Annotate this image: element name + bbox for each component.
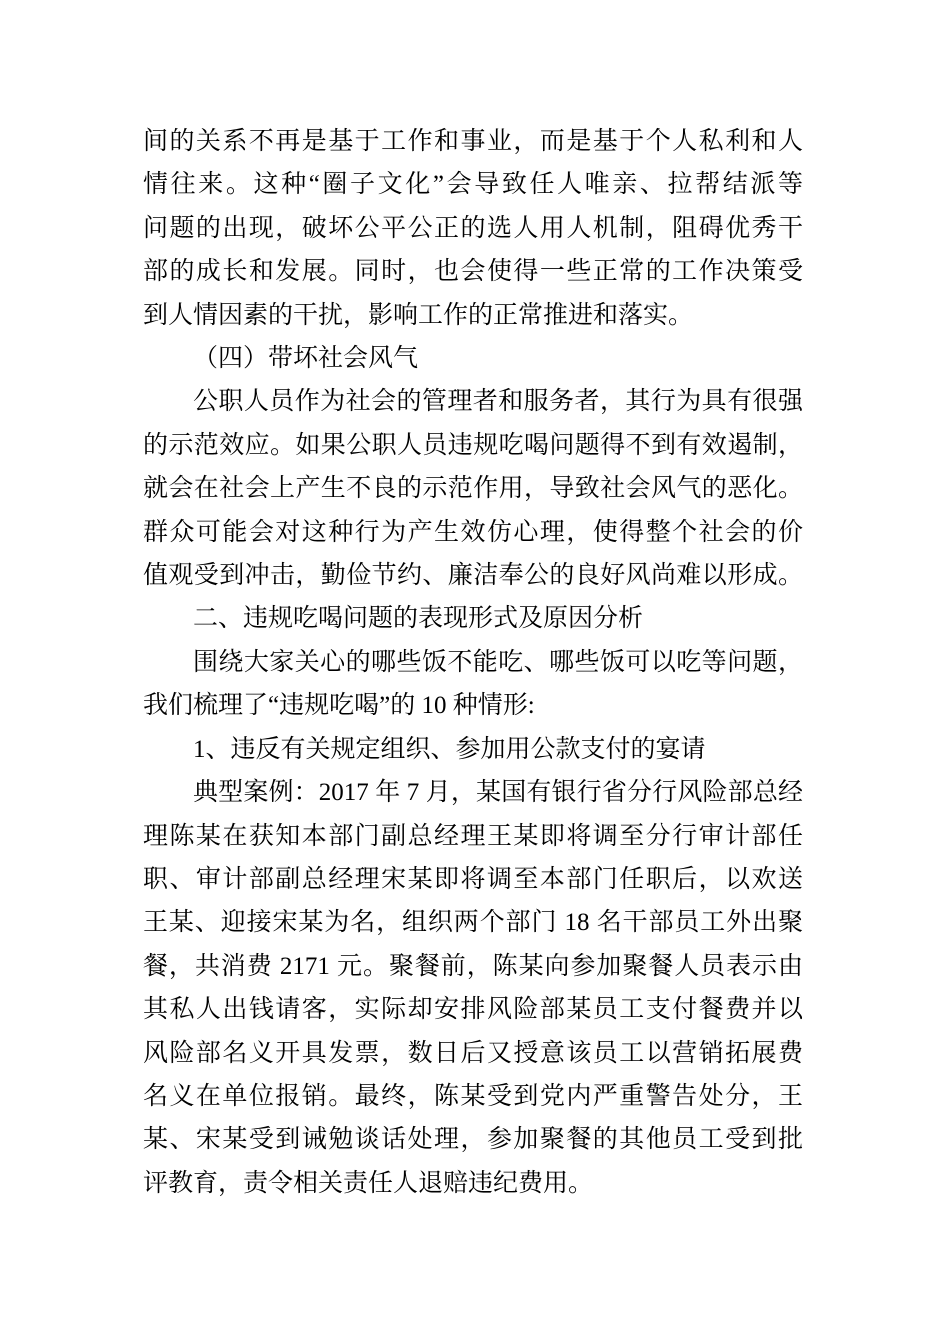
body-line: 围绕大家关心的哪些饭不能吃、哪些饭可以吃等问题， [193, 648, 803, 676]
body-line: 群众可能会对这种行为产生效仿心理，使得整个社会的价 [143, 518, 803, 546]
body-line: 我们梳理了“违规吃喝”的 10 种情形: [143, 692, 535, 720]
body-line: 部的成长和发展。同时，也会使得一些正常的工作决策受 [143, 258, 803, 286]
body-line: 理陈某在获知本部门副总经理王某即将调至分行审计部任 [143, 822, 803, 850]
text-block [143, 120, 803, 1205]
body-line: 就会在社会上产生不良的示范作用，导致社会风气的恶化。 [143, 475, 803, 503]
body-line: 典型案例：2017 年 7 月，某国有银行省分行风险部总经 [193, 779, 803, 807]
subsection-heading: （四）带坏社会风气 [193, 345, 419, 373]
body-line: 名义在单位报销。最终，陈某受到党内严重警告处分，王 [143, 1082, 803, 1110]
body-line: 其私人出钱请客，实际却安排风险部某员工支付餐费并以 [143, 996, 803, 1024]
body-line: 评教育，责令相关责任人退赔违纪费用。 [143, 1169, 594, 1197]
body-line: 某、宋某受到诫勉谈话处理，参加聚餐的其他员工受到批 [143, 1126, 803, 1154]
body-line: 的示范效应。如果公职人员违规吃喝问题得不到有效遏制， [143, 431, 803, 459]
section-heading: 二、违规吃喝问题的表现形式及原因分析 [193, 605, 644, 633]
body-line: 问题的出现，破坏公平公正的选人用人机制，阻碍优秀干 [143, 214, 803, 242]
body-line: 公职人员作为社会的管理者和服务者，其行为具有很强 [193, 388, 803, 416]
item-heading: 1、违反有关规定组织、参加用公款支付的宴请 [193, 735, 706, 763]
body-line: 值观受到冲击，勤俭节约、廉洁奉公的良好风尚难以形成。 [143, 562, 803, 590]
body-line: 王某、迎接宋某为名，组织两个部门 18 名干部员工外出聚 [143, 909, 803, 937]
body-line: 风险部名义开具发票，数日后又授意该员工以营销拓展费 [143, 1039, 803, 1067]
body-line: 餐，共消费 2171 元。聚餐前，陈某向参加聚餐人员表示由 [143, 952, 803, 980]
body-line: 情往来。这种“圈子文化”会导致任人唯亲、拉帮结派等 [143, 171, 803, 199]
body-line: 到人情因素的干扰，影响工作的正常推进和落实。 [143, 301, 694, 329]
body-line: 职、审计部副总经理宋某即将调至本部门任职后，以欢送 [143, 865, 803, 893]
body-line: 间的关系不再是基于工作和事业，而是基于个人私利和人 [143, 128, 803, 155]
